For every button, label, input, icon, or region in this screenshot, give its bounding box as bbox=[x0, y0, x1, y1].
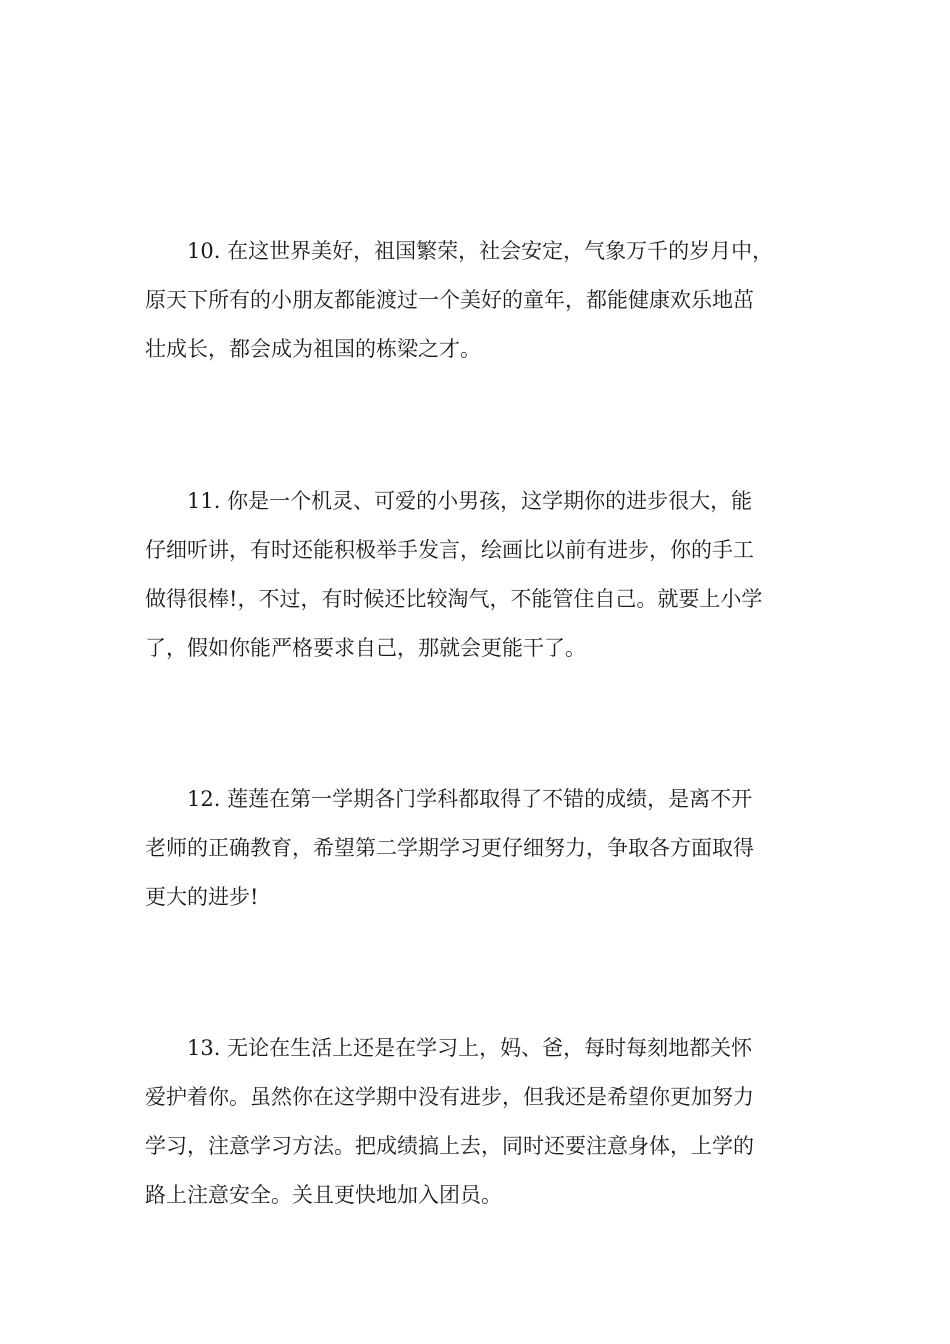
paragraph-line: 更大的进步! bbox=[145, 885, 259, 909]
paragraph-10 bbox=[145, 227, 815, 374]
paragraph-12 bbox=[145, 775, 815, 922]
paragraph-13 bbox=[145, 1024, 815, 1220]
paragraph-11 bbox=[145, 477, 815, 673]
paragraph-line: 12. 莲莲在第一学期各门学科都取得了不错的成绩，是离不开 bbox=[187, 787, 753, 811]
paragraph-line: 路上注意安全。关且更快地加入团员。 bbox=[145, 1183, 502, 1207]
paragraph-line: 仔细听讲，有时还能积极举手发言，绘画比以前有进步，你的手工 bbox=[145, 538, 754, 562]
paragraph-line: 13. 无论在生活上还是在学习上，妈、爸，每时每刻地都关怀 bbox=[187, 1036, 753, 1060]
paragraph-line: 11. 你是一个机灵、可爱的小男孩，这学期你的进步很大，能 bbox=[187, 489, 753, 513]
paragraph-line: 原天下所有的小朋友都能渡过一个美好的童年，都能健康欢乐地茁 bbox=[145, 288, 754, 312]
paragraph-line: 做得很棒!，不过，有时候还比较淘气，不能管住自己。就要上小学 bbox=[145, 587, 763, 611]
paragraph-line: 老师的正确教育，希望第二学期学习更仔细努力，争取各方面取得 bbox=[145, 836, 754, 860]
paragraph-line: 了，假如你能严格要求自己，那就会更能干了。 bbox=[145, 636, 586, 660]
paragraph-line: 学习，注意学习方法。把成绩搞上去，同时还要注意身体，上学的 bbox=[145, 1134, 754, 1158]
paragraph-line: 爱护着你。虽然你在这学期中没有进步，但我还是希望你更加努力 bbox=[145, 1085, 754, 1109]
paragraph-line: 10. 在这世界美好，祖国繁荣，社会安定，气象万千的岁月中， bbox=[187, 239, 774, 263]
paragraph-line: 壮成长，都会成为祖国的栋梁之才。 bbox=[145, 337, 481, 361]
